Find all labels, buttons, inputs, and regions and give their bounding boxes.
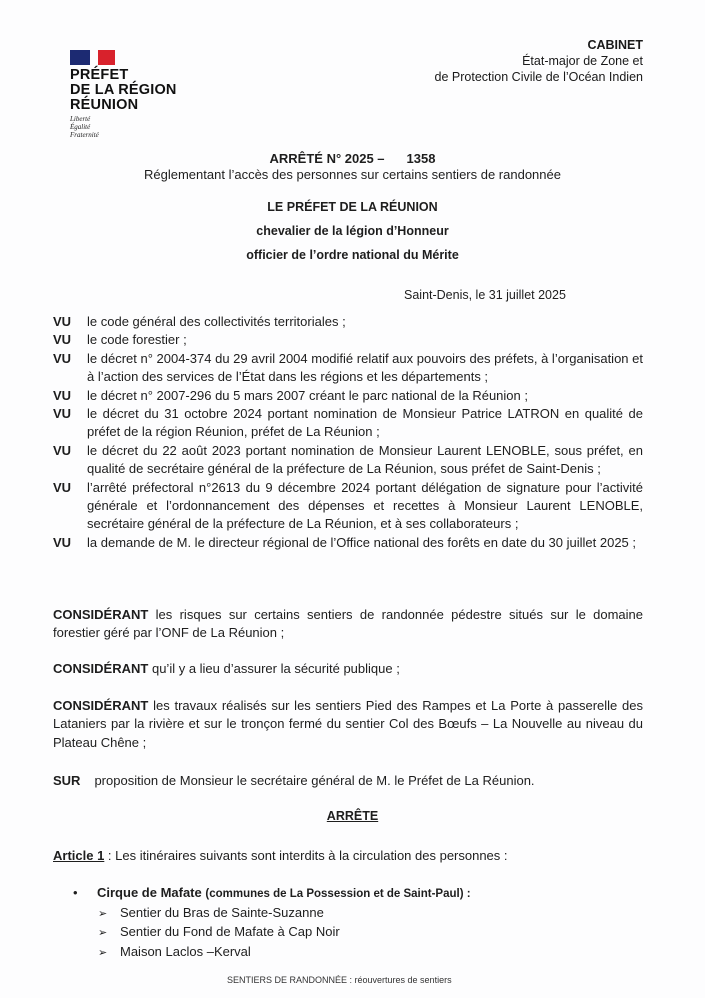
vu-text: le décret du 31 octobre 2024 portant nomination de Monsieur Patrice LATRON en qualité de préfet de la région Réunion, préfet de La Réunion ; <box>87 406 643 440</box>
prefet-title-chevalier: chevalier de la légion d’Honneur <box>256 224 449 238</box>
french-flag-icon <box>70 50 115 65</box>
considerant-text: qu’il y a lieu d’assurer la sécurité publique ; <box>151 661 400 676</box>
arrete-heading: ARRÊTE <box>326 809 379 823</box>
arrete-prefix: ARRÊTÉ N° 2025 – <box>269 151 385 166</box>
prefet-heading: LE PRÉFET DE LA RÉUNION <box>267 200 438 214</box>
page-footer: SENTIERS DE RANDONNÉE : réouvertures de sentiers <box>227 975 452 985</box>
motto-line: Fraternité <box>70 131 99 139</box>
arrow-bullet-icon: ➢ <box>98 907 108 920</box>
sur-label: SUR <box>53 773 81 788</box>
vu-item <box>53 331 643 349</box>
motto-line: Liberté <box>70 115 91 123</box>
vu-label: VU <box>53 479 72 495</box>
motto <box>70 115 177 139</box>
trail-item <box>73 923 471 943</box>
vu-item <box>53 350 643 387</box>
considerant-paragraph <box>53 606 643 643</box>
vu-label: VU <box>53 387 72 403</box>
considerant-label: CONSIDÉRANT <box>53 607 149 622</box>
arrow-bullet-icon: ➢ <box>98 946 108 959</box>
vu-text: l’arrêté préfectoral n°2613 du 9 décembre 2024 portant délégation de signature pour l’activité générale et l’ordonnancement des dépenses et recettes à Monsieur Laurent LENOBLE, secrétaire général de la préfecture de La Réunion, et à ses collaborateurs ; <box>87 479 643 532</box>
trail-name: Sentier du Fond de Mafate à Cap Noir <box>120 924 340 939</box>
vu-text: le code général des collectivités territoriales ; <box>87 314 346 329</box>
vu-item <box>53 405 643 442</box>
vu-label: VU <box>53 350 72 366</box>
arrow-bullet-icon: ➢ <box>98 927 108 939</box>
office-line: de Protection Civile de l’Océan Indien <box>434 70 643 84</box>
vu-item <box>53 534 643 552</box>
vu-label: VU <box>53 534 72 550</box>
vu-item <box>53 313 643 331</box>
vu-item <box>53 479 643 534</box>
arrete-number <box>0 151 705 166</box>
zone-name: Cirque de Mafate <box>97 885 202 900</box>
considerant-label: CONSIDÉRANT <box>53 698 149 713</box>
article-text: : Les itinéraires suivants sont interdits à la circulation des personnes : <box>104 848 508 863</box>
document-subtitle: Réglementant l’accès des personnes sur certains sentiers de randonnée <box>144 167 561 182</box>
zone-communes: (communes de La Possession et de Saint-Paul) : <box>205 888 471 900</box>
date-line: Saint-Denis, le 31 juillet 2025 <box>404 288 566 302</box>
closed-trails-list <box>73 884 471 962</box>
trail-item <box>73 943 471 963</box>
vu-list <box>53 313 643 552</box>
vu-label: VU <box>53 332 72 348</box>
vu-item <box>53 442 643 479</box>
considerant-paragraph <box>53 697 643 752</box>
logo-line: RÉUNION <box>70 97 139 113</box>
arrete-num: 1358 <box>406 151 436 166</box>
zone-item <box>73 884 471 904</box>
vu-text: le décret n° 2007-296 du 5 mars 2007 créant le parc national de la Réunion ; <box>87 387 528 403</box>
article-1 <box>53 847 508 865</box>
logo-title <box>70 68 177 113</box>
vu-text: le décret n° 2004-374 du 29 avril 2004 modifié relatif aux pouvoirs des préfets, à l’organisation et à l’action des services de l’État dans les régions et les départements ; <box>87 350 643 385</box>
vu-text: le décret du 22 août 2023 portant nomination de Monsieur Laurent LENOBLE, sous préfet, en qualité de secrétaire général de la préfecture de La Réunion, sous préfet de Saint-Denis ; <box>87 442 643 477</box>
vu-label: VU <box>53 442 72 458</box>
sur-text: proposition de Monsieur le secrétaire général de M. le Préfet de La Réunion. <box>94 773 535 788</box>
article-label: Article 1 <box>53 848 105 863</box>
prefet-title-officier: officier de l’ordre national du Mérite <box>246 248 459 262</box>
considerant-paragraph <box>53 660 643 678</box>
office-line: État-major de Zone et <box>522 54 643 68</box>
office-name: CABINET <box>587 38 643 52</box>
considerant-text: les travaux réalisés sur les sentiers Pied des Rampes et La Porte à passerelle des Lataniers par la rivière et sur le tronçon fermé du sentier Col des Bœufs – La Nouvelle au niveau du Plateau Chêne ; <box>53 698 643 750</box>
considerant-text: les risques sur certains sentiers de randonnée pédestre situés sur le domaine forestier géré par l’ONF de La Réunion ; <box>53 607 643 641</box>
vu-item <box>53 387 643 405</box>
vu-text: la demande de M. le directeur régional de l’Office national des forêts en date du 30 juillet 2025 ; <box>87 534 636 550</box>
issuing-office <box>435 37 643 85</box>
vu-label: VU <box>53 314 72 329</box>
trail-name: Maison Laclos –Kerval <box>120 943 251 959</box>
motto-line: Égalité <box>70 123 91 131</box>
vu-text: le code forestier ; <box>87 332 187 348</box>
logo-line: PRÉFET <box>70 67 129 83</box>
trail-name: Sentier du Bras de Sainte-Suzanne <box>120 904 324 920</box>
trail-item <box>73 904 471 924</box>
sur-paragraph <box>53 772 535 790</box>
considerant-label: CONSIDÉRANT <box>53 661 149 676</box>
bullet-icon: • <box>73 885 78 900</box>
republic-logo <box>70 50 177 139</box>
logo-line: DE LA RÉGION <box>70 82 177 98</box>
vu-label: VU <box>53 406 72 422</box>
